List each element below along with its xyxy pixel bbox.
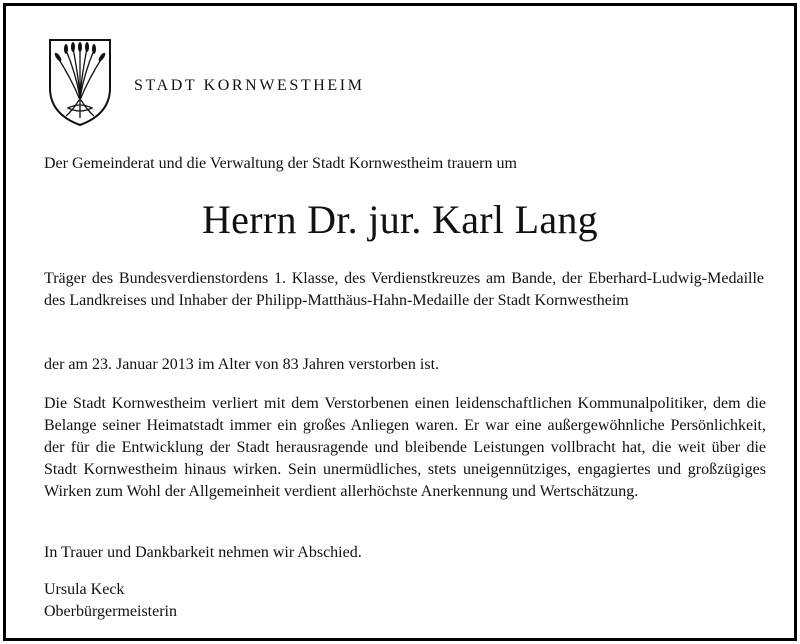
deceased-name: Herrn Dr. jur. Karl Lang bbox=[202, 197, 598, 242]
wheat-sheaf-crest-icon bbox=[46, 36, 114, 128]
farewell-line: In Trauer und Dankbarkeit nehmen wir Abschied. bbox=[44, 544, 362, 561]
obituary-notice bbox=[3, 3, 797, 641]
signer-name: Ursula Keck bbox=[44, 581, 125, 598]
signer-title: Oberbürgermeisterin bbox=[44, 603, 177, 620]
town-name: STADT KORNWESTHEIM bbox=[134, 77, 365, 94]
intro-line: Der Gemeinderat und die Verwaltung der Stadt Kornwestheim trauern um bbox=[44, 155, 517, 172]
signature-block bbox=[44, 579, 177, 623]
death-line: der am 23. Januar 2013 im Alter von 83 Jahren verstorben ist. bbox=[44, 356, 440, 373]
tribute-paragraph: Die Stadt Kornwestheim verliert mit dem Verstorbenen einen leidenschaftlichen Kommunalpolitiker, dem die Belange seiner Heimatstadt immer ein großes Anliegen waren. Er war eine außergewöhnliche Persönlichkeit, der für die Entwicklung der Stadt herausragende und bleibende Leistungen vollbracht hat, die weit über die Stadt Kornwestheim hinaus wirken. Sein unermüdliches, stets uneigennütziges, engagiertes und großzügiges Wirken zum Wohl der Allgemeinheit verdient allerhöchste Anerkennung und Wertschätzung. bbox=[44, 395, 766, 500]
honors-paragraph: Träger des Bundesverdienstordens 1. Klasse, des Verdienstkreuzes am Bande, der Eberhard-Ludwig-Medaille des Landkreises und Inhaber der Philipp-Matthäus-Hahn-Medaille der Stadt Kornwestheim bbox=[44, 270, 764, 309]
